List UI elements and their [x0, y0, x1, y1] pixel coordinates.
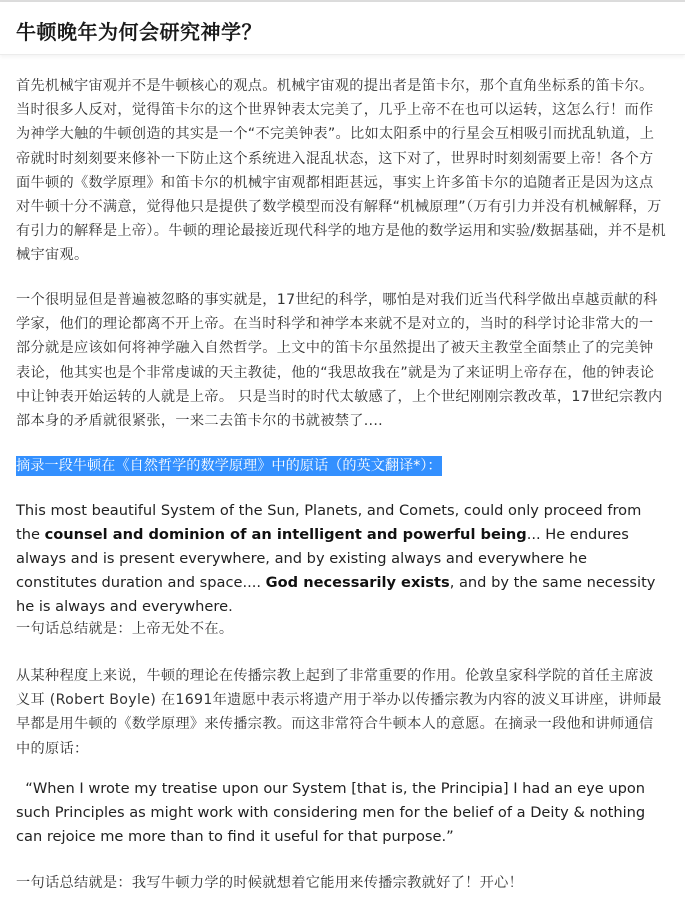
summary-spread-religion: 一句话总结就是：我写牛顿力学的时候就想着它能用来传播宗教就好了！开心！ [16, 875, 524, 891]
highlighted-line-container [16, 454, 666, 478]
quote-bold-text: God necessarily exists [265, 574, 450, 591]
quote-text: ... He endures always and is present everywhere, and by existing always and everywhere he constitutes duration and space.... [16, 526, 629, 591]
paragraph-mechanical-universe: 首先机械宇宙观并不是牛顿核心的观点。机械宇宙观的提出者是笛卡尔，那个直角坐标系的笛卡尔。当时很多人反对，觉得笛卡尔的这个世界钟表太完美了，几乎上帝不在也可以运转，这怎么行！而作为神学大触的牛顿创造的其实是一个“不完美钟表”。比如太阳系中的行星会互相吸引而扰乱轨道，上帝就时时刻刻要来修补一下防止这个系统进入混乱状态，这下对了，世界时时刻刻需要上帝！各个方面牛顿的《数学原理》和笛卡尔的机械宇宙观都相距甚远，事实上许多笛卡尔的追随者正是因为这点对牛顿十分不满意，觉得他只是提供了数学模型而没有解释“机械原理”（万有引力并没有机械解释，万有引力的解释是上帝）。牛顿的理论最接近现代科学的地方是他的数学运用和实验/数据基础，并不是机械宇宙观。 [16, 78, 666, 264]
selected-text-highlight[interactable]: 摘录一段牛顿在《自然哲学的数学原理》中的原话（的英文翻译*）： [16, 458, 442, 474]
quote-text: This most beautiful System of the Sun, Planets, and Comets, could only proceed from the [16, 502, 642, 543]
paragraph-boyle-lectures: 从某种程度上来说，牛顿的理论在传播宗教上起到了非常重要的作用。伦敦皇家科学院的首任主席波义耳 (Robert Boyle) 在1691年遗愿中表示将遗产用于举办以传播宗教为内容的波义耳讲座，讲师最早都是用牛顿的《数学原理》来传播宗教。而这非常符合牛顿本人的意愿。在摘录一段他和讲师通信中的原话： [16, 668, 662, 757]
newton-letter-quote: “When I wrote my treatise upon our System [that is, the Principia] I had an eye upon such Principles as might work with considering men for the belief of a Deity & nothing can rejoice me more than to find it useful for that purpose.” [16, 780, 646, 845]
quote-bold-text: counsel and dominion of an intelligent and powerful being [44, 526, 527, 543]
question-header [0, 2, 685, 55]
summary-god-everywhere: 一句话总结就是：上帝无处不在。 [16, 621, 234, 637]
quote-text: , and by the same necessity he is always and everywhere. [16, 574, 656, 615]
paragraph-17th-century-science: 一个很明显但是普遍被忽略的事实就是，17世纪的科学，哪怕是对我们近当代科学做出卓越贡献的科学家，他们的理论都离不开上帝。在当时科学和神学本来就不是对立的，当时的科学讨论非常大的一部分就是应该如何将神学融入自然哲学。上文中的笛卡尔虽然提出了被天主教堂全面禁止了的完美钟表论，他其实也是个非常虔诚的天主教徒，他的“我思故我在”就是为了来证明上帝存在，他的钟表论中让钟表开始运转的人就是上帝。 只是当时的时代太敏感了，上个世纪刚刚宗教改革，17世纪宗教内部本身的矛盾就很紧张，一来二去笛卡尔的书就被禁了.... [16, 292, 663, 430]
page-title: 牛顿晚年为何会研究神学？ [16, 20, 262, 44]
principia-quote [16, 499, 666, 619]
